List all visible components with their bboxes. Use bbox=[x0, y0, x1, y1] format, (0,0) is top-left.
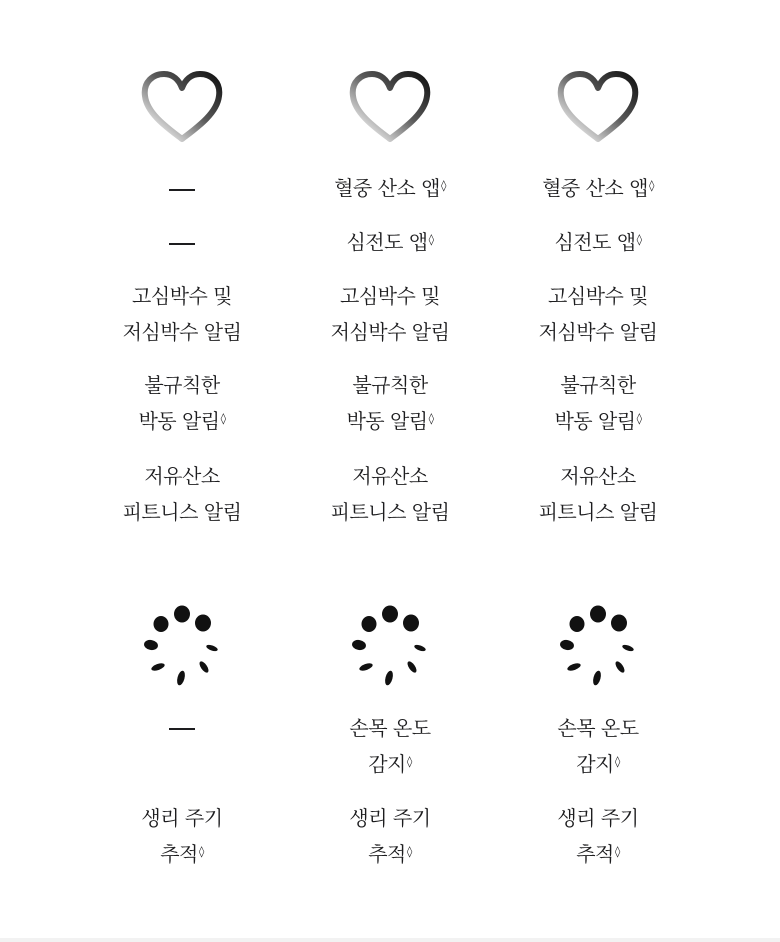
irregular-rhythm-line2: 박동 알림◊ bbox=[138, 409, 226, 433]
heart-rate-notification-line2: 저심박수 알림 bbox=[122, 320, 242, 344]
activity-spinner-icon bbox=[555, 603, 641, 689]
irregular-rhythm-line2: 박동 알림◊ bbox=[554, 409, 642, 433]
heart-icon bbox=[139, 68, 225, 144]
wrist-temperature-line1: 손목 온도 bbox=[349, 716, 431, 740]
cardio-fitness-line1: 저유산소 bbox=[144, 464, 220, 488]
footnote-mark: ◊ bbox=[220, 412, 226, 425]
activity-spinner-icon bbox=[347, 603, 433, 689]
cardio-fitness-line2: 피트니스 알림 bbox=[538, 500, 658, 524]
wrist-temperature-line2: 감지◊ bbox=[576, 752, 620, 776]
irregular-rhythm-line2: 박동 알림◊ bbox=[346, 409, 434, 433]
cycle-tracking-line2: 추적◊ bbox=[160, 842, 204, 866]
footnote-mark: ◊ bbox=[406, 845, 412, 858]
footnote-mark: ◊ bbox=[198, 845, 204, 858]
footnote-mark: ◊ bbox=[428, 233, 434, 246]
heart-icon bbox=[555, 68, 641, 144]
cardio-fitness-line1: 저유산소 bbox=[352, 464, 428, 488]
irregular-rhythm-line1: 불규칙한 bbox=[560, 373, 636, 397]
footnote-mark: ◊ bbox=[614, 845, 620, 858]
heart-rate-notification-line1: 고심박수 및 bbox=[548, 284, 648, 308]
footnote-mark: ◊ bbox=[440, 179, 446, 192]
blood-oxygen-app: 혈중 산소 앱◊ bbox=[542, 176, 654, 200]
heart-icon bbox=[347, 68, 433, 144]
blood-oxygen-app: 혈중 산소 앱◊ bbox=[334, 176, 446, 200]
wrist-temperature-line1: 손목 온도 bbox=[557, 716, 639, 740]
bottom-divider bbox=[0, 938, 780, 942]
activity-spinner-icon bbox=[139, 603, 225, 689]
heart-rate-notification-line2: 저심박수 알림 bbox=[330, 320, 450, 344]
cardio-fitness-line2: 피트니스 알림 bbox=[330, 500, 450, 524]
irregular-rhythm-line1: 불규칙한 bbox=[144, 373, 220, 397]
cycle-tracking-line1: 생리 주기 bbox=[557, 806, 639, 830]
wrist-temperature-line2: 감지◊ bbox=[368, 752, 412, 776]
wrist-temperature-unavailable bbox=[169, 728, 195, 730]
ecg-unavailable bbox=[169, 243, 195, 245]
footnote-mark: ◊ bbox=[614, 755, 620, 768]
ecg-app: 심전도 앱◊ bbox=[554, 230, 642, 254]
footnote-mark: ◊ bbox=[636, 233, 642, 246]
footnote-mark: ◊ bbox=[406, 755, 412, 768]
heart-rate-notification-line2: 저심박수 알림 bbox=[538, 320, 658, 344]
heart-rate-notification-line1: 고심박수 및 bbox=[132, 284, 232, 308]
heart-rate-notification-line1: 고심박수 및 bbox=[340, 284, 440, 308]
feature-column-1 bbox=[82, 0, 282, 942]
footnote-mark: ◊ bbox=[428, 412, 434, 425]
cycle-tracking-line1: 생리 주기 bbox=[349, 806, 431, 830]
footnote-mark: ◊ bbox=[636, 412, 642, 425]
cycle-tracking-line2: 추적◊ bbox=[368, 842, 412, 866]
cardio-fitness-line2: 피트니스 알림 bbox=[122, 500, 242, 524]
blood-oxygen-unavailable bbox=[169, 189, 195, 191]
feature-column-3 bbox=[498, 0, 698, 942]
feature-column-2 bbox=[290, 0, 490, 942]
cycle-tracking-line1: 생리 주기 bbox=[141, 806, 223, 830]
footnote-mark: ◊ bbox=[648, 179, 654, 192]
irregular-rhythm-line1: 불규칙한 bbox=[352, 373, 428, 397]
cycle-tracking-line2: 추적◊ bbox=[576, 842, 620, 866]
ecg-app: 심전도 앱◊ bbox=[346, 230, 434, 254]
cardio-fitness-line1: 저유산소 bbox=[560, 464, 636, 488]
